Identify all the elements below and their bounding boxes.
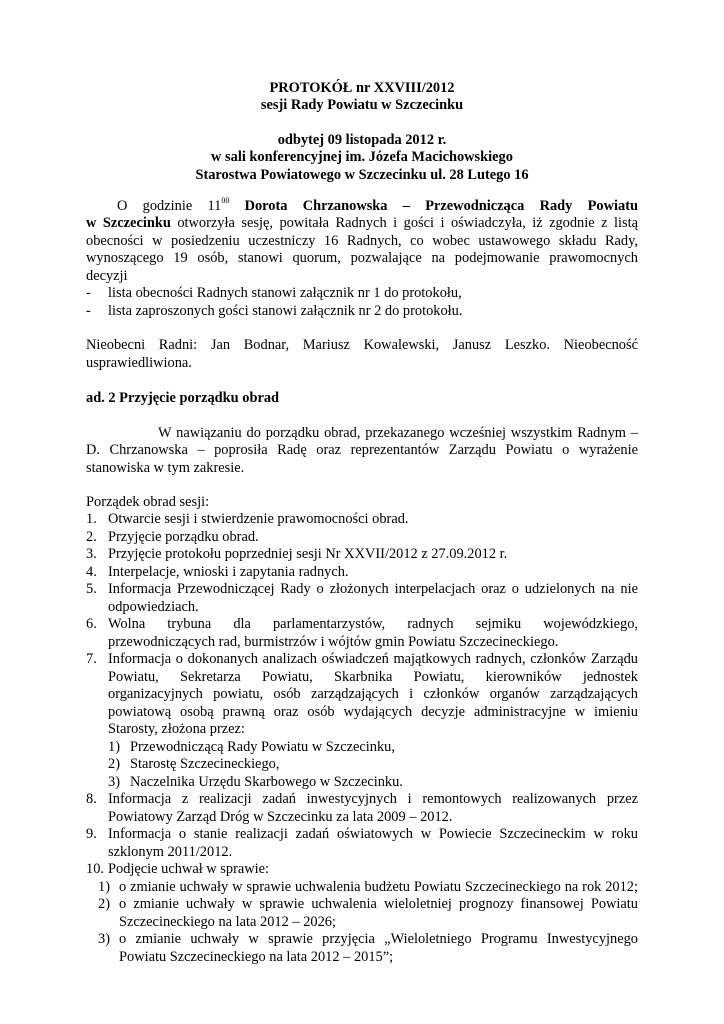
agenda-item-7-sub-2: Starostę Szczecineckiego, — [130, 756, 280, 772]
agenda-item-7-sub-1: Przewodniczącą Rady Powiatu w Szczecinku, — [130, 739, 395, 755]
agenda-number: 2. — [86, 529, 97, 545]
agenda-item-8-line-2: Powiatowy Zarząd Dróg w Szczecinku za lata 2009 – 2012. — [108, 809, 453, 825]
agenda-item-5-line-2: odpowiedziach. — [108, 599, 199, 615]
agenda-number: 6. — [86, 616, 97, 632]
subitem-number: 2) — [108, 756, 120, 772]
agenda-item-10-sub-2-line-1: o zmianie uchwały w sprawie uchwalenia wieloletniej prognozy finansowej Powiatu — [119, 896, 638, 912]
agenda-number: 7. — [86, 651, 97, 667]
session-address: Starostwa Powiatowego w Szczecinku ul. 28 Lutego 16 — [195, 167, 529, 183]
agenda-item-6-line-2: przewodniczących rad, burmistrzów i wójtów gmin Powiatu Szczecineckiego. — [108, 634, 559, 650]
agenda-item-4: Interpelacje, wnioski i zapytania radnych. — [108, 564, 349, 580]
agenda-item-7-line-4: powiatową osobą prawną oraz osób wydających decyzje administracyjne w imieniu — [108, 704, 638, 720]
agenda-number: 3. — [86, 546, 97, 562]
agenda-number: 1. — [86, 511, 97, 527]
agenda-item-3: Przyjęcie protokołu poprzedniej sesji Nr XXVII/2012 z 27.09.2012 r. — [108, 546, 508, 562]
agenda-item-7-line-2: Powiatu, Sekretarza Powiatu, Skarbnika Powiatu, kierowników jednostek — [108, 669, 638, 685]
subitem-number: 3) — [98, 931, 110, 947]
agenda-item-6-line-1: Wolna trybuna dla parlamentarzystów, radnych sejmiku wojewódzkiego, — [108, 616, 638, 632]
section-2-line-1: W nawiązaniu do porządku obrad, przekazanego wcześniej wszystkim Radnym – — [158, 425, 638, 441]
attachment-2-note: lista zaproszonych gości stanowi załącznik nr 2 do protokołu. — [108, 303, 463, 319]
agenda-item-2: Przyjęcie porządku obrad. — [108, 529, 259, 545]
intro-time-minutes: 00 — [221, 196, 230, 205]
agenda-number: 9. — [86, 826, 97, 842]
agenda-number: 5. — [86, 581, 97, 597]
agenda-item-5-line-1: Informacja Przewodniczącej Rady o złożonych interpelacjach oraz o udzielonych na nie — [108, 581, 638, 597]
agenda-item-7-line-1: Informacja o dokonanych analizach oświadczeń majątkowych radnych, członków Zarządu — [108, 651, 638, 667]
attachment-1-note: lista obecności Radnych stanowi załącznik nr 1 do protokołu, — [108, 285, 462, 301]
intro-time-text: O godzinie 11 — [117, 198, 222, 214]
agenda-number: 4. — [86, 564, 97, 580]
absent-line-2: usprawiedliwiona. — [86, 355, 192, 371]
agenda-item-10-sub-2-line-2: Szczecineckiego na lata 2012 – 2026; — [119, 914, 336, 930]
protocol-subtitle: sesji Rady Powiatu w Szczecinku — [260, 97, 464, 113]
section-2-line-2: D. Chrzanowska – poprosiła Radę oraz reprezentantów Zarządu Powiatu o wyrażenie — [86, 442, 638, 458]
section-2-line-3: stanowiska w tym zakresie. — [86, 460, 245, 476]
agenda-item-9-line-2: szklonym 2011/2012. — [108, 844, 233, 860]
intro-line-3: obecności w posiedzeniu uczestniczy 16 Radnych, co wobec ustawowego składu Rady, — [86, 233, 638, 249]
session-venue: w sali konferencyjnej im. Józefa Macichowskiego — [211, 149, 513, 165]
agenda-item-7-line-5: Starosty, złożona przez: — [108, 721, 245, 737]
agenda-item-9-line-1: Informacja o stanie realizacji zadań oświatowych w Powiecie Szczecineckim w roku — [108, 826, 638, 842]
agenda-item-10-sub-1: o zmianie uchwały w sprawie uchwalenia budżetu Powiatu Szczecineckiego na rok 2012; — [119, 879, 638, 895]
absent-line-1: Nieobecni Radni: Jan Bodnar, Mariusz Kowalewski, Janusz Leszko. Nieobecność — [86, 337, 638, 353]
agenda-item-8-line-1: Informacja z realizacji zadań inwestycyjnych i remontowych realizowanych przez — [108, 791, 638, 807]
session-date: odbytej 09 listopada 2012 r. — [277, 132, 447, 148]
agenda-item-1: Otwarcie sesji i stwierdzenie prawomocności obrad. — [108, 511, 409, 527]
agenda-item-10: Podjęcie uchwał w sprawie: — [108, 861, 270, 877]
agenda-number: 10. — [86, 861, 104, 877]
agenda-item-7-line-3: organizacyjnych powiatu, osób zarządzających i członków organów zarządzających — [108, 686, 638, 702]
subitem-number: 1) — [108, 739, 120, 755]
agenda-item-7-sub-3: Naczelnika Urzędu Skarbowego w Szczecinku. — [130, 774, 403, 790]
intro-line-2: w Szczecinku otworzyła sesję, powitała Radnych i gości i oświadczyła, iż zgodnie z listą — [86, 215, 638, 231]
agenda-number: 8. — [86, 791, 97, 807]
bullet-dash: - — [86, 285, 91, 301]
intro-location: w Szczecinku — [86, 215, 171, 231]
intro-line-5: decyzji — [86, 268, 128, 284]
subitem-number: 1) — [98, 879, 110, 895]
subitem-number: 2) — [98, 896, 110, 912]
agenda-item-10-sub-3-line-2: Powiatu Szczecineckiego na lata 2012 – 2015”; — [119, 949, 394, 965]
section-2-heading: ad. 2 Przyjęcie porządku obrad — [86, 390, 280, 406]
intro-line-1 — [117, 198, 638, 216]
subitem-number: 3) — [108, 774, 120, 790]
chairwoman-name: Dorota Chrzanowska – Przewodnicząca Rady Powiatu — [244, 198, 638, 214]
agenda-item-10-sub-3-line-1: o zmianie uchwały w sprawie przyjęcia „Wieloletniego Programu Inwestycyjnego — [119, 931, 638, 947]
bullet-dash: - — [86, 303, 91, 319]
intro-line-4: wynoszącego 19 osób, stanowi quorum, pozwalające na podejmowanie prawomocnych — [86, 250, 638, 266]
protocol-title: PROTOKÓŁ nr XXVIII/2012 — [269, 80, 455, 96]
agenda-title: Porządek obrad sesji: — [86, 494, 210, 510]
